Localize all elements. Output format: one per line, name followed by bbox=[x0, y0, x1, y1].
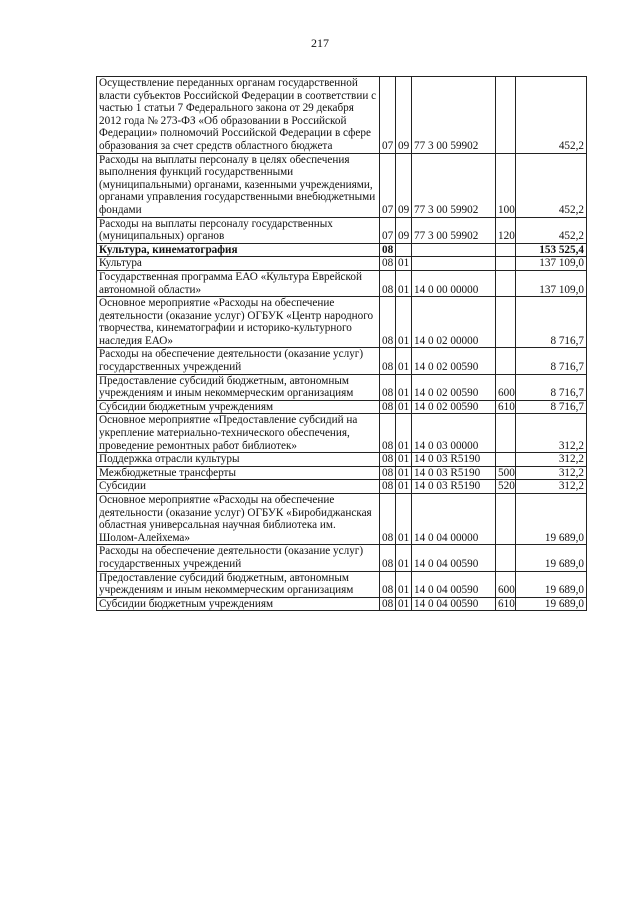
table-row bbox=[97, 545, 587, 571]
expense-type-code-cell: 600 bbox=[496, 374, 516, 400]
expense-name-cell: Государственная программа ЕАО «Культура Еврейской автономной области» bbox=[97, 270, 380, 296]
expense-name-cell: Субсидии бюджетным учреждениям bbox=[97, 400, 380, 414]
amount-cell: 312,2 bbox=[516, 414, 587, 453]
section-code-cell: 08 bbox=[380, 480, 396, 494]
subsection-code-cell: 01 bbox=[396, 453, 412, 467]
amount-cell: 312,2 bbox=[516, 466, 587, 480]
expense-name-cell: Основное мероприятие «Предоставление субсидий на укрепление материально-технического обеспечения, проведение ремонтных работ библиотек» bbox=[97, 414, 380, 453]
target-item-code-cell: 14 0 04 00590 bbox=[412, 597, 496, 611]
expense-name-cell: Расходы на выплаты персоналу государственных (муниципальных) органов bbox=[97, 217, 380, 243]
table-row bbox=[97, 374, 587, 400]
expense-type-code-cell bbox=[496, 270, 516, 296]
subsection-code-cell: 01 bbox=[396, 545, 412, 571]
table-row bbox=[97, 453, 587, 467]
section-code-cell: 07 bbox=[380, 217, 396, 243]
amount-cell: 312,2 bbox=[516, 480, 587, 494]
expense-name-cell: Основное мероприятие «Расходы на обеспечение деятельности (оказание услуг) ОГБУК «Центр народного творчества, кинематографии и историко-культурного наследия ЕАО» bbox=[97, 297, 380, 348]
expense-type-code-cell bbox=[496, 297, 516, 348]
expense-type-code-cell bbox=[496, 77, 516, 154]
target-item-code-cell: 14 0 02 00590 bbox=[412, 348, 496, 374]
expense-type-code-cell bbox=[496, 494, 516, 545]
target-item-code-cell: 77 3 00 59902 bbox=[412, 153, 496, 217]
expense-type-code-cell bbox=[496, 414, 516, 453]
expense-type-code-cell: 100 bbox=[496, 153, 516, 217]
expense-type-code-cell: 500 bbox=[496, 466, 516, 480]
subsection-code-cell: 01 bbox=[396, 466, 412, 480]
expense-name-cell: Расходы на обеспечение деятельности (оказание услуг) государственных учреждений bbox=[97, 348, 380, 374]
subsection-code-cell: 01 bbox=[396, 348, 412, 374]
amount-cell: 8 716,7 bbox=[516, 297, 587, 348]
table-row bbox=[97, 480, 587, 494]
section-code-cell: 08 bbox=[380, 414, 396, 453]
budget-table-body bbox=[97, 77, 587, 611]
target-item-code-cell bbox=[412, 257, 496, 271]
expense-type-code-cell: 610 bbox=[496, 400, 516, 414]
section-code-cell: 08 bbox=[380, 270, 396, 296]
section-code-cell: 08 bbox=[380, 243, 396, 257]
section-code-cell: 08 bbox=[380, 348, 396, 374]
page-number: 217 bbox=[311, 36, 329, 50]
amount-cell: 8 716,7 bbox=[516, 400, 587, 414]
subsection-code-cell: 01 bbox=[396, 414, 412, 453]
table-row bbox=[97, 348, 587, 374]
amount-cell: 19 689,0 bbox=[516, 494, 587, 545]
subsection-code-cell bbox=[396, 243, 412, 257]
section-code-cell: 08 bbox=[380, 466, 396, 480]
subsection-code-cell: 01 bbox=[396, 400, 412, 414]
subsection-code-cell: 01 bbox=[396, 597, 412, 611]
table-row bbox=[97, 270, 587, 296]
target-item-code-cell: 14 0 04 00590 bbox=[412, 545, 496, 571]
target-item-code-cell: 14 0 03 R5190 bbox=[412, 453, 496, 467]
expense-name-cell: Расходы на выплаты персоналу в целях обеспечения выполнения функций государственными (муниципальными) органами, казенными учреждениями, органами управления государственными внебюджетными фондами bbox=[97, 153, 380, 217]
target-item-code-cell: 14 0 02 00590 bbox=[412, 400, 496, 414]
table-row bbox=[97, 257, 587, 271]
target-item-code-cell: 14 0 02 00000 bbox=[412, 297, 496, 348]
expense-name-cell: Расходы на обеспечение деятельности (оказание услуг) государственных учреждений bbox=[97, 545, 380, 571]
table-row bbox=[97, 597, 587, 611]
amount-cell: 137 109,0 bbox=[516, 257, 587, 271]
section-code-cell: 07 bbox=[380, 153, 396, 217]
table-row bbox=[97, 400, 587, 414]
subsection-code-cell: 01 bbox=[396, 374, 412, 400]
subsection-code-cell: 09 bbox=[396, 77, 412, 154]
amount-cell: 19 689,0 bbox=[516, 571, 587, 597]
expense-name-cell: Поддержка отрасли культуры bbox=[97, 453, 380, 467]
subsection-code-cell: 01 bbox=[396, 571, 412, 597]
section-code-cell: 08 bbox=[380, 400, 396, 414]
budget-table bbox=[96, 76, 587, 611]
subsection-code-cell: 09 bbox=[396, 217, 412, 243]
table-row bbox=[97, 571, 587, 597]
expense-name-cell: Субсидии bbox=[97, 480, 380, 494]
amount-cell: 452,2 bbox=[516, 153, 587, 217]
section-code-cell: 08 bbox=[380, 257, 396, 271]
target-item-code-cell: 14 0 03 R5190 bbox=[412, 480, 496, 494]
table-row bbox=[97, 243, 587, 257]
subsection-code-cell: 01 bbox=[396, 480, 412, 494]
section-code-cell: 08 bbox=[380, 297, 396, 348]
expense-type-code-cell bbox=[496, 348, 516, 374]
target-item-code-cell: 14 0 02 00590 bbox=[412, 374, 496, 400]
expense-name-cell: Субсидии бюджетным учреждениям bbox=[97, 597, 380, 611]
expense-type-code-cell: 610 bbox=[496, 597, 516, 611]
target-item-code-cell: 14 0 04 00000 bbox=[412, 494, 496, 545]
table-row bbox=[97, 414, 587, 453]
expense-type-code-cell: 120 bbox=[496, 217, 516, 243]
expense-name-cell: Культура bbox=[97, 257, 380, 271]
section-code-cell: 07 bbox=[380, 77, 396, 154]
target-item-code-cell: 77 3 00 59902 bbox=[412, 77, 496, 154]
expense-name-cell: Осуществление переданных органам государственной власти субъектов Российской Федерации в соответствии с частью 1 статьи 7 Федерального закона от 29 декабря 2012 года № 273-ФЗ «Об образовании в Российской Федерации» полномочий Российской Федерации в сфере образования за счет средств областного бюджета bbox=[97, 77, 380, 154]
expense-type-code-cell: 600 bbox=[496, 571, 516, 597]
subsection-code-cell: 01 bbox=[396, 270, 412, 296]
amount-cell: 8 716,7 bbox=[516, 348, 587, 374]
target-item-code-cell bbox=[412, 243, 496, 257]
subsection-code-cell: 01 bbox=[396, 257, 412, 271]
amount-cell: 8 716,7 bbox=[516, 374, 587, 400]
amount-cell: 137 109,0 bbox=[516, 270, 587, 296]
target-item-code-cell: 14 0 03 R5190 bbox=[412, 466, 496, 480]
section-code-cell: 08 bbox=[380, 374, 396, 400]
table-row bbox=[97, 217, 587, 243]
expense-name-cell: Предоставление субсидий бюджетным, автономным учреждениям и иным некоммерческим организациям bbox=[97, 571, 380, 597]
expense-type-code-cell bbox=[496, 545, 516, 571]
expense-name-cell: Основное мероприятие «Расходы на обеспечение деятельности (оказание услуг) ОГБУК «Биробиджанская областная универсальная научная библиотека им. Шолом-Алейхема» bbox=[97, 494, 380, 545]
expense-name-cell: Культура, кинематография bbox=[97, 243, 380, 257]
amount-cell: 19 689,0 bbox=[516, 597, 587, 611]
expense-type-code-cell: 520 bbox=[496, 480, 516, 494]
table-row bbox=[97, 77, 587, 154]
table-row bbox=[97, 297, 587, 348]
amount-cell: 452,2 bbox=[516, 217, 587, 243]
subsection-code-cell: 09 bbox=[396, 153, 412, 217]
expense-type-code-cell bbox=[496, 243, 516, 257]
subsection-code-cell: 01 bbox=[396, 494, 412, 545]
target-item-code-cell: 77 3 00 59902 bbox=[412, 217, 496, 243]
section-code-cell: 08 bbox=[380, 545, 396, 571]
expense-type-code-cell bbox=[496, 257, 516, 271]
expense-name-cell: Межбюджетные трансферты bbox=[97, 466, 380, 480]
table-row bbox=[97, 494, 587, 545]
amount-cell: 452,2 bbox=[516, 77, 587, 154]
section-code-cell: 08 bbox=[380, 571, 396, 597]
expense-type-code-cell bbox=[496, 453, 516, 467]
target-item-code-cell: 14 0 04 00590 bbox=[412, 571, 496, 597]
subsection-code-cell: 01 bbox=[396, 297, 412, 348]
target-item-code-cell: 14 0 03 00000 bbox=[412, 414, 496, 453]
table-row bbox=[97, 153, 587, 217]
table-row bbox=[97, 466, 587, 480]
section-code-cell: 08 bbox=[380, 494, 396, 545]
amount-cell: 153 525,4 bbox=[516, 243, 587, 257]
expense-name-cell: Предоставление субсидий бюджетным, автономным учреждениям и иным некоммерческим организациям bbox=[97, 374, 380, 400]
amount-cell: 312,2 bbox=[516, 453, 587, 467]
target-item-code-cell: 14 0 00 00000 bbox=[412, 270, 496, 296]
section-code-cell: 08 bbox=[380, 597, 396, 611]
section-code-cell: 08 bbox=[380, 453, 396, 467]
amount-cell: 19 689,0 bbox=[516, 545, 587, 571]
